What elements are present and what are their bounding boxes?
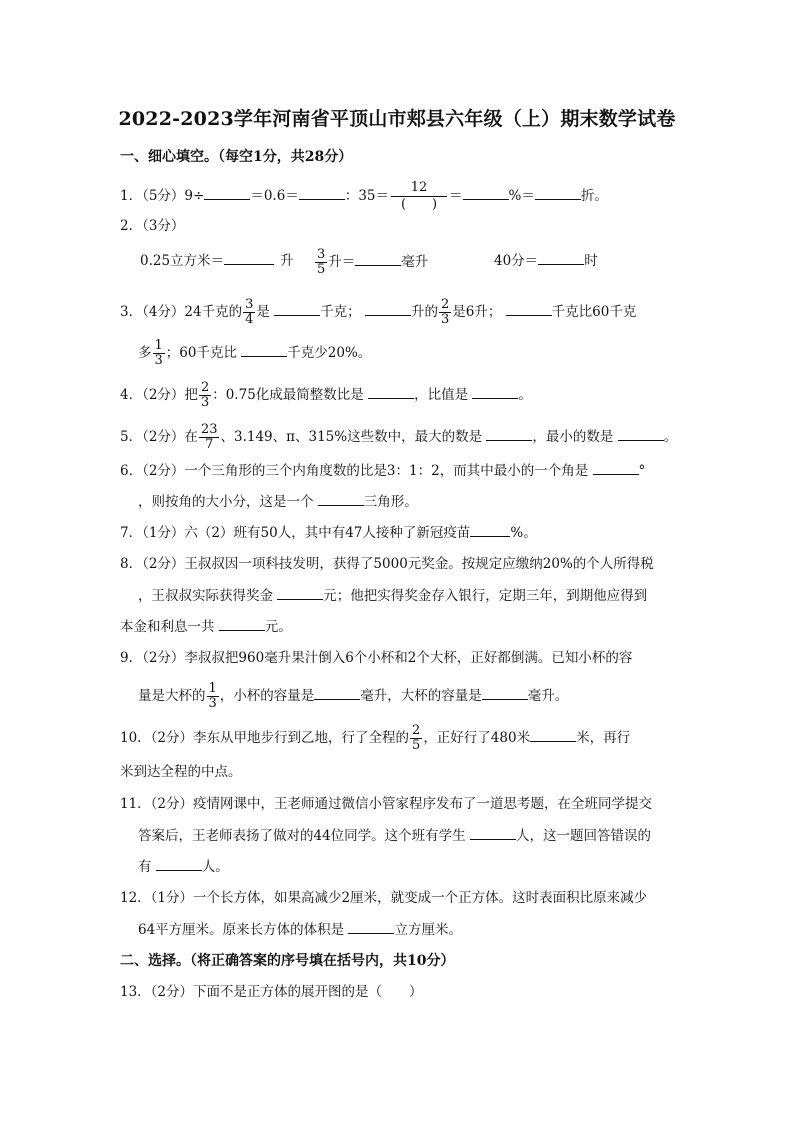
answer-blank[interactable] (277, 585, 323, 600)
question-3-line-2: 多 $\frac{1}{3}$ ；60千克比 千克少20%。 (138, 338, 372, 368)
answer-blank[interactable] (470, 522, 510, 537)
question-6-line-1: 6．（2分）一个三角形的三个内角度数的比是3：1：2，而其中最小的一个角是 ° (120, 460, 645, 481)
answer-blank[interactable] (463, 185, 509, 200)
answer-blank[interactable] (355, 251, 401, 266)
section-heading-fill-in: 一、细心填空。（每空1分，共28分） (120, 149, 353, 165)
question-9-line-1: 9．（2分）李叔叔把960毫升果汁倒入6个小杯和2个大杯，正好都倒满。已知小杯的容 (120, 650, 633, 666)
answer-blank[interactable] (219, 616, 265, 631)
answer-blank[interactable] (224, 250, 274, 265)
answer-blank[interactable] (593, 460, 639, 475)
question-8-line-1: 8．（2分）王叔叔因一项科技发明，获得了5000元奖金。按规定应缴纳20%的个人所得税 (120, 556, 654, 572)
answer-blank[interactable] (535, 185, 581, 200)
question-12-line-2: 64平方厘米。原来长方体的体积是 立方厘米。 (138, 919, 462, 940)
question-12-line-1: 12．（1分）一个长方体，如果高减少2厘米，就变成一个正方体。这时表面积比原来减少 (120, 890, 648, 906)
question-9-line-2: 量是大杯的 $\frac{1}{3}$ ，小杯的容量是 毫升，大杯的容量是 毫升。 (138, 681, 569, 711)
answer-blank[interactable] (368, 384, 414, 399)
question-5: 5．（2分）在 $\frac{23}{7}$ 、3.149、π、315%这些数中，最大的数是 ，最小的数是 。 (120, 422, 678, 452)
question-4: 4．（2分）把 $\frac{2}{3}$ ：0.75化成最简整数比是 ，比值是 。 (120, 380, 532, 410)
question-8-line-3: 本金和利息一共 元。 (120, 616, 292, 637)
answer-blank[interactable] (156, 856, 202, 871)
fraction: $\frac{1}{3}$ (154, 338, 163, 368)
answer-blank[interactable] (472, 384, 518, 399)
fraction: $\frac{2}{5}$ (412, 723, 421, 753)
question-2-part-a: 0.25立方米＝ 升 (140, 250, 294, 271)
answer-blank[interactable] (348, 919, 394, 934)
fraction: $\frac{2}{3}$ (440, 297, 450, 327)
section-heading-choice: 二、选择。（将正确答案的序号填在括号内，共10分） (120, 953, 455, 969)
answer-blank[interactable] (538, 250, 584, 265)
question-3-line-1: 3．（4分）24千克的 $\frac{3}{4}$ 是 千克； 升的 $\frac{2}{3}$ 是6升； 千克比60千克 (120, 297, 637, 327)
question-2-part-c: 40分＝ 时 (494, 250, 598, 271)
question-11-line-3: 有 人。 (138, 856, 229, 877)
page-title: 2022-2023学年河南省平顶山市郏县六年级（上）期末数学试卷 (118, 108, 676, 130)
question-2-part-b: $\frac{3}{5}$ 升＝ 毫升 (317, 247, 429, 277)
fraction: $\frac{2}{3}$ (200, 380, 210, 410)
question-6-line-2: ，则按角的大小分，这是一个 三角形。 (138, 491, 418, 512)
fraction: $\frac{3}{5}$ (317, 247, 326, 277)
question-13: 13．（2分）下面不是正方体的展开图的是（ ） (120, 984, 423, 1000)
answer-blank[interactable] (241, 342, 287, 357)
question-1: 1．（5分）9÷ ＝0.6＝ ：35＝ 12 ( ) ＝ %＝ 折。 (120, 180, 608, 212)
answer-blank[interactable] (314, 685, 360, 700)
answer-blank[interactable] (482, 685, 528, 700)
fraction: $\frac{3}{4}$ (245, 297, 254, 327)
fraction: $\frac{1}{3}$ (208, 681, 217, 711)
question-11-line-2: 答案后，王老师表扬了做对的44位同学。这个班有学生 人，这一题回答错误的 (138, 825, 651, 846)
question-2-header: 2．（3分） (120, 218, 185, 234)
question-7: 7．（1分）六（2）班有50人，其中有47人接种了新冠疫苗 %。 (120, 522, 537, 543)
question-8-line-2: ，王叔叔实际获得奖金 元；他把实得奖金存入银行，定期三年，到期他应得到 (138, 585, 647, 606)
answer-blank[interactable] (365, 301, 411, 316)
answer-blank[interactable] (274, 301, 320, 316)
fraction: $\frac{23}{7}$ (200, 422, 218, 452)
answer-blank[interactable] (618, 426, 664, 441)
answer-blank[interactable] (204, 185, 250, 200)
answer-blank[interactable] (299, 185, 345, 200)
question-11-line-1: 11．（2分）疫情网课中，王老师通过微信小管家程序发布了一道思考题，在全班同学提交 (120, 796, 653, 812)
question-10-line-1: 10．（2分）李东从甲地步行到乙地，行了全程的 $\frac{2}{5}$ ，正好行了480米 米，再行 (120, 723, 631, 753)
answer-blank[interactable] (506, 301, 552, 316)
answer-blank[interactable] (470, 825, 516, 840)
fraction: 12 ( ) (391, 180, 447, 213)
answer-blank[interactable] (530, 727, 576, 742)
answer-blank[interactable] (486, 426, 532, 441)
answer-blank[interactable] (318, 491, 364, 506)
question-10-line-2: 米到达全程的中点。 (120, 764, 242, 780)
